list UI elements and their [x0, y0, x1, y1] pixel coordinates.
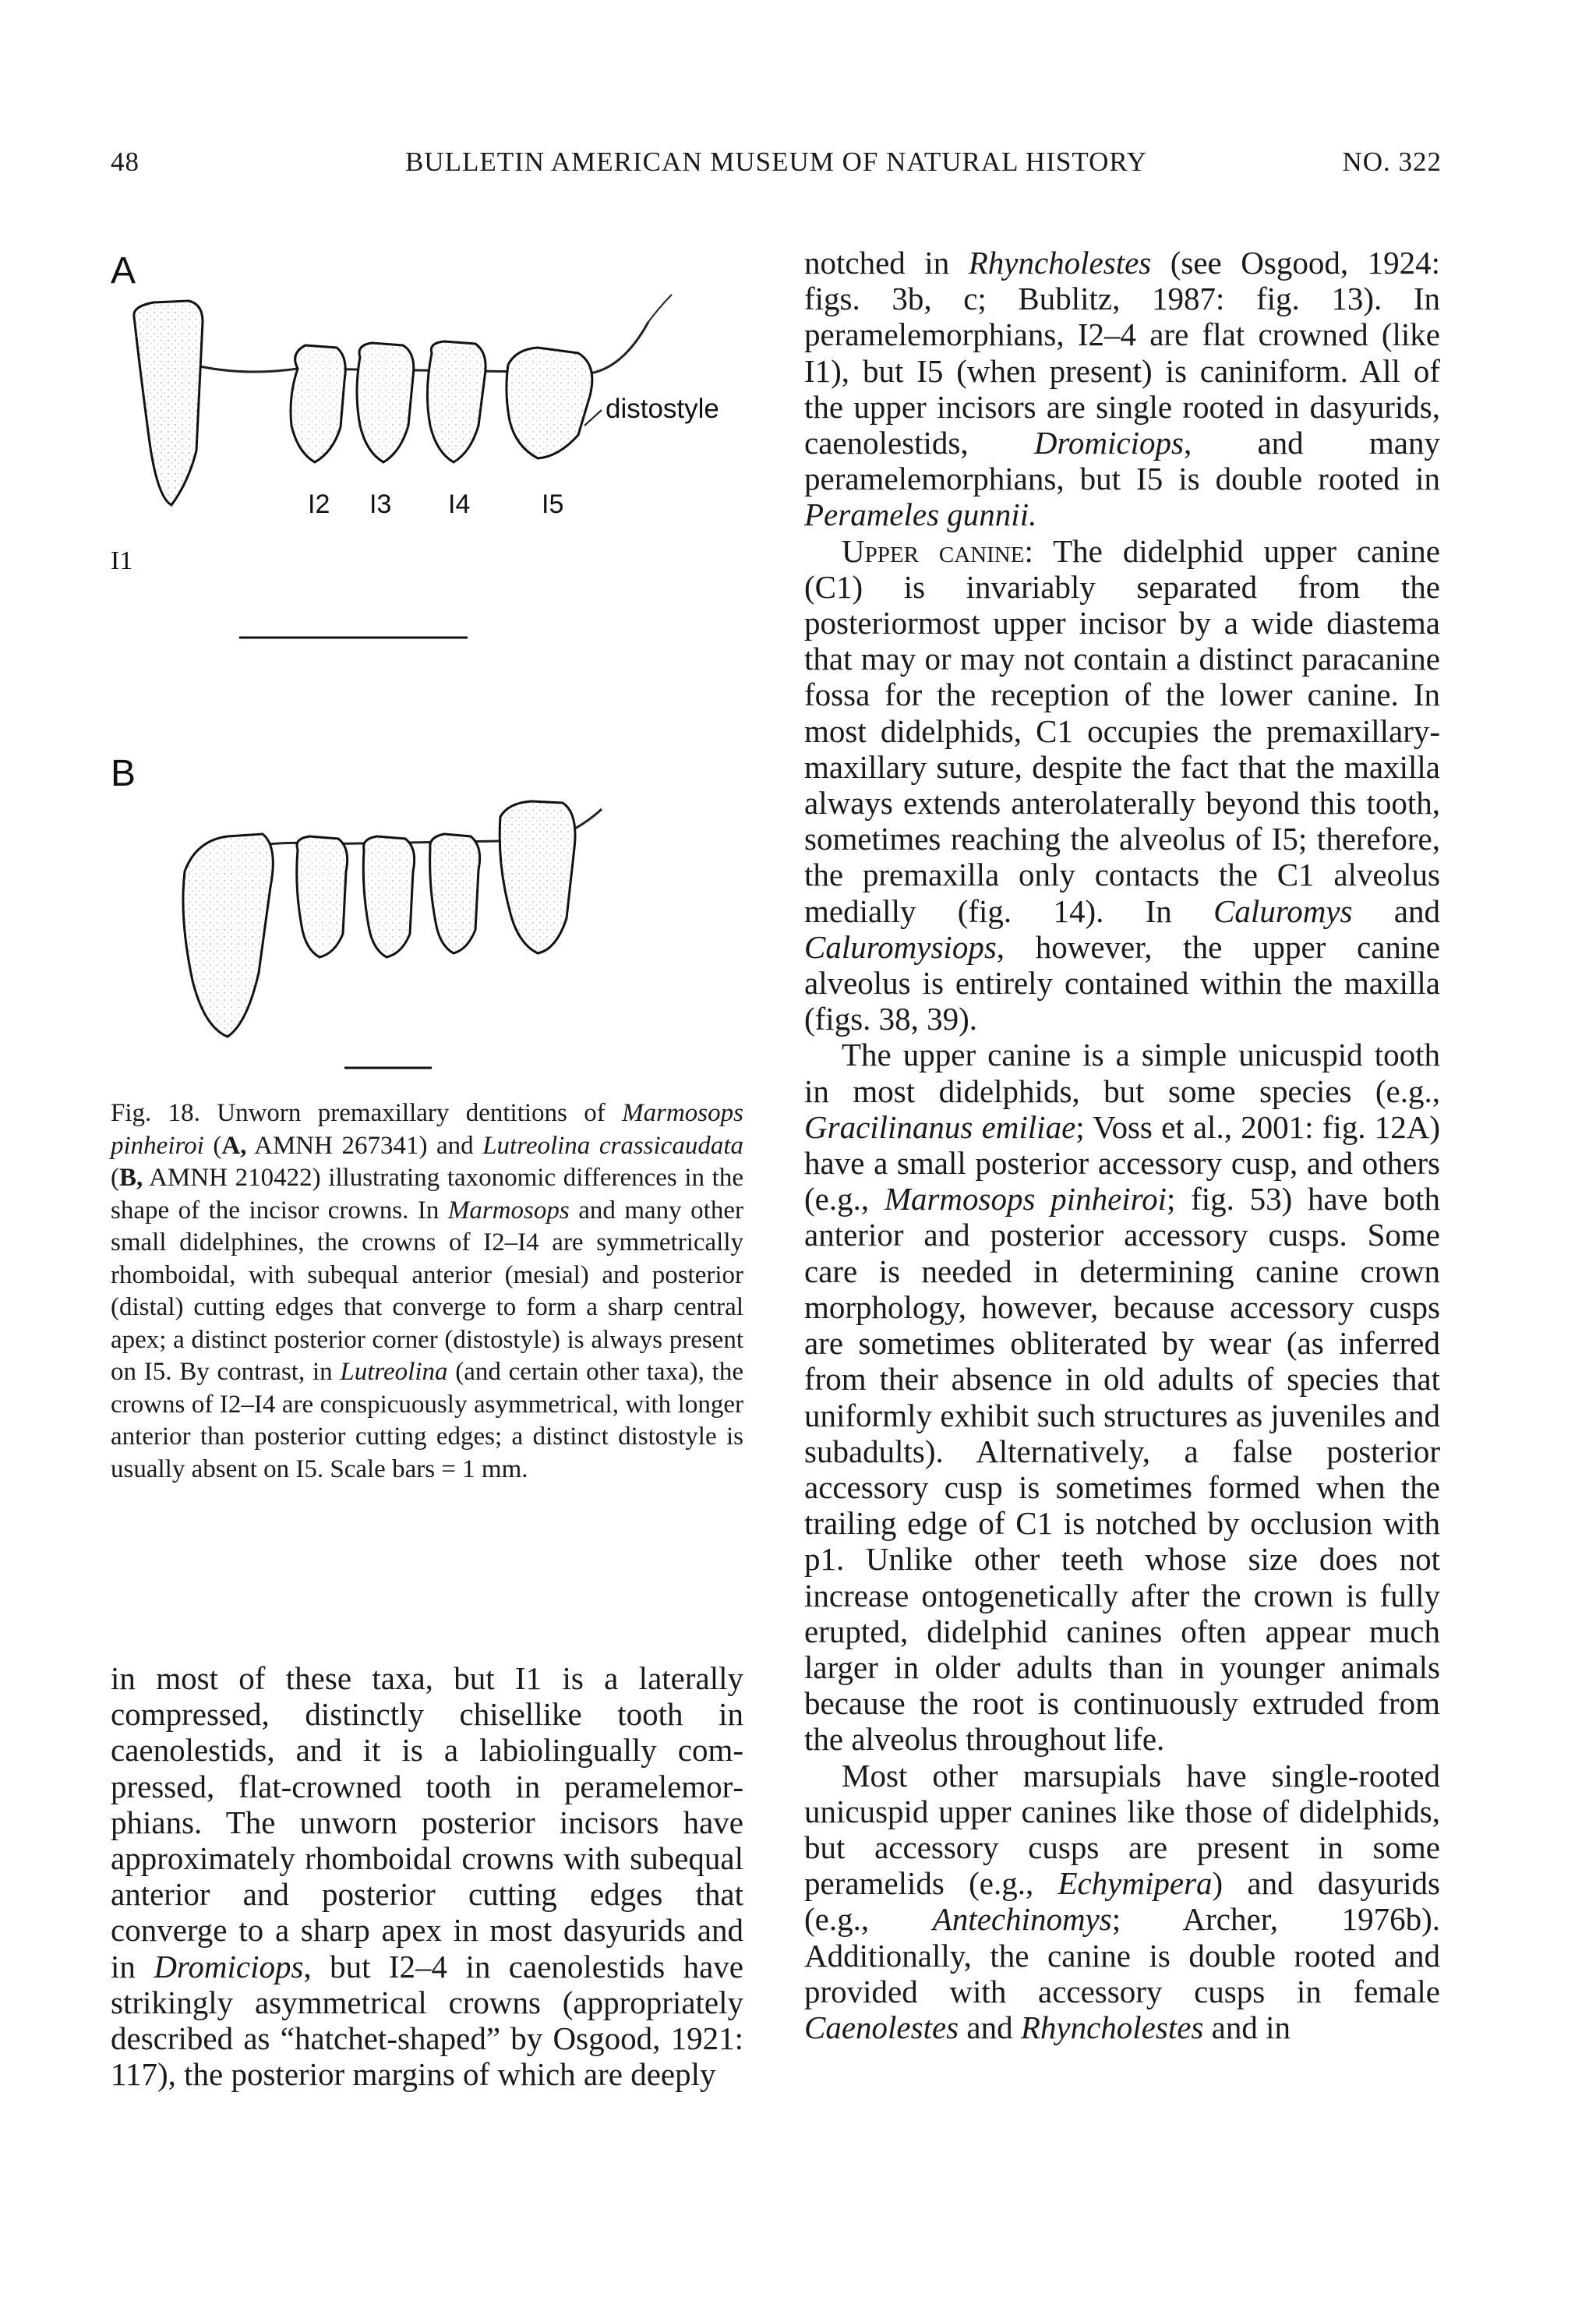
running-header: [111, 147, 1442, 184]
section-heading-upper-canine: Upper canine:: [842, 532, 1033, 569]
figure-caption: Fig. 18. Unworn premaxillary dentitions of Marmosops pinheiroi (A, AMNH 267341) and Lutreolina crassicaudata (B, AMNH 210422) illustrating taxonomic differences in the shape of the incisor crowns. In Marmosops and many other small didelphines, the crowns of I2–I4 are symmetrically rhomboidal, with subequal anterior (mesial) and posterior (distal) cutting edges that converge to form a sharp central apex; a distinct posterior corner (distostyle) is always present on I5. By contrast, in Lutreolina (and certain other taxa), the crowns of I2–I4 are conspicuously asymmetrical, with longer anterior than posterior cutting edges; a distinct distostyle is usually absent on I5. Scale bars = 1 mm.: [111, 1099, 743, 1483]
paragraph: Upper canine: The didelphid upper canine (C1) is invariably separated from the posteriormost upper incisor by a wide diastema that may or may not contain a distinct paracanine fossa for the reception of the lower canine. In most didelphids, C1 occupies the premaxillary-maxillary suture, despite the fact that the maxilla always extends anterolaterally beyond this tooth, sometimes reaching the alveolus of I5; therefore, the premaxilla only contacts the C1 alveolus medially (fig. 14). In Caluromys and Caluromysiops, however, the upper canine alveolus is entirely contained within the maxilla (figs. 38, 39).: [804, 532, 1440, 1037]
label-i1: I1: [111, 546, 133, 575]
label-distostyle: distostyle: [606, 394, 719, 424]
species-marmosops: Marmosops pinheiroi: [111, 1099, 743, 1160]
figure-18: [111, 248, 757, 1090]
panel-a-tooth-i5: [507, 348, 592, 458]
panel-a-tooth-i2: [291, 345, 345, 462]
panel-a-suture: [648, 295, 672, 322]
figure-18-drawing: [111, 248, 757, 1090]
paragraph: in most of these taxa, but I1 is a laterally compressed, distinctly chisellike tooth in caenolestids, and it is a labiolingually compressed, flat-crowned tooth in peramelemorphians. The unworn posterior incisors have approximately rhomboidal crowns with subequal anterior and posterior cutting edges that converge to a sharp apex in most dasyurids and in Dromiciops, but I2–4 in caenolestids have strikingly asymmetrical crowns (appropriately described as “hatchet-shaped” by Osgood, 1921: 117), the posterior margins of which are deeply: [111, 1660, 743, 2093]
label-i4: I4: [448, 489, 471, 519]
panel-b-tooth-i3: [363, 836, 414, 957]
right-column-text: [804, 245, 1440, 2045]
panel-a-letter: A: [111, 250, 136, 292]
caption-fig-number: Fig. 18.: [111, 1099, 200, 1127]
issue-number: NO. 322: [1342, 147, 1442, 177]
panel-a-tooth-i4: [427, 341, 486, 462]
species-lutreolina: Lutreolina crassicaudata: [482, 1131, 743, 1160]
panel-b-letter: B: [111, 753, 136, 794]
panel-b-tooth-i2: [297, 836, 348, 957]
paragraph: The upper canine is a simple unicuspid tooth in most didelphids, but some species (e.g., Gracilinanus emiliae; Voss et al., 2001: fig. 12A) have a small posterior accessory cusp, and others (e.g., Marmosops pinheiroi; fig. 53) have both anterior and posterior accessory cusps. Some care is needed in determining canine crown morphology, however, because accessory cusps are sometimes obliterated by wear (as inferred from their absence in old adults of species that uniformly exhibit such structures as juveniles and subadults). Alternatively, a false posterior accessory cusp is sometimes formed when the trailing edge of C1 is notched by occlusion with p1. Unlike other teeth whose size does not increase ontogenetically after the crown is fully erupted, didelphid canines often appear much larger in older adults than in younger animals because the root is continuously extruded from the alveolus throughout life.: [804, 1037, 1440, 1758]
label-i5: I5: [542, 489, 564, 519]
paragraph: notched in Rhyncholestes (see Osgood, 1924: figs. 3b, c; Bublitz, 1987: fig. 13). In peramelemorphians, I2–4 are flat crowned (like I1), but I5 (when present) is caniniform. All of the upper incisors are single rooted in dasyurids, caenolestids, Dromiciops, and many peramelemorphians, but I5 is double rooted in Perameles gunnii.: [804, 245, 1440, 533]
journal-title: BULLETIN AMERICAN MUSEUM OF NATURAL HISTORY: [404, 147, 1148, 177]
distostyle-leader: [584, 410, 602, 426]
paragraph: Most other marsupials have single-rooted unicuspid upper canines like those of didelphids, but accessory cusps are present in some peramelids (e.g., Echymipera) and dasyurids (e.g., Antechinomys; Archer, 1976b). Additionally, the canine is double rooted and provided with accessory cusps in female Caenolestes and Rhyncholestes and in: [804, 1757, 1441, 2045]
panel-b-tooth-i5: [500, 801, 575, 953]
panel-b-tooth-i1: [183, 834, 273, 1037]
label-i3: I3: [369, 489, 392, 519]
panel-a-tooth-i1: [134, 301, 203, 505]
panel-a-tooth-i3: [357, 343, 414, 462]
label-i2: I2: [308, 489, 330, 519]
panel-b-tooth-i4: [430, 834, 480, 953]
left-column-text: [111, 1660, 743, 2092]
page-number: 48: [111, 147, 139, 177]
